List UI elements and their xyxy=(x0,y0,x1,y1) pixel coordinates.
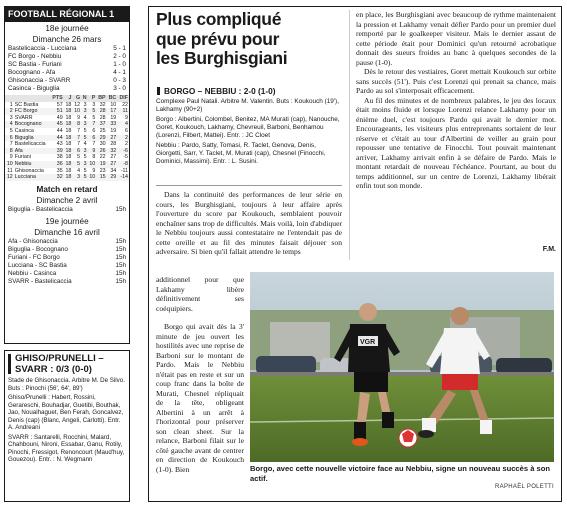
stat-cell: 9 xyxy=(77,114,81,121)
article-paragraph: Dans la continuité des performances de leur série en cours, les Burghisgiani, toujours à leur affaire après l'ouverture du score par Koukouch, semblaient pouvoir enchaîner sans trop de difficultés. Mais voilà, loin d'abdiquer le Nebbiu toujours aussi contestataire ne l'entendait pas de cette oreille et au fil des minutes faisait déjouer son adversaire. Si bien qu'il fallait attendre le temps xyxy=(156,190,342,256)
stat-cell: 32 xyxy=(99,101,106,108)
result-row: SC Bastia - Furiani 1 - 0 xyxy=(8,61,126,68)
column-divider xyxy=(349,10,350,260)
standings-body xyxy=(5,102,129,181)
stat-cell: 12 xyxy=(6,174,13,181)
photo-illustration xyxy=(250,272,554,462)
stat-cell: 29 xyxy=(96,135,106,142)
stat-cell: 32 xyxy=(50,174,64,181)
fixture-row: Afa - Ghisonaccia 15h xyxy=(8,237,126,245)
result-row: Ghisonaccia - SVARR 0 - 3 xyxy=(8,77,126,84)
stat-cell: 49 xyxy=(56,114,63,121)
stat-cell: 38 xyxy=(56,154,63,161)
stat-cell: 17 xyxy=(107,108,118,115)
author-signature: F.M. xyxy=(542,246,556,253)
stat-cell: 5 xyxy=(88,108,97,115)
standings-box xyxy=(4,6,130,344)
fixture-row: Lucciana - SC Bastia 15h xyxy=(8,261,126,269)
postponed-date: Dimanche 2 avril xyxy=(36,195,98,205)
stat-cell: 26 xyxy=(96,148,106,155)
stat-cell: 4 xyxy=(5,121,14,128)
article-paragraph: additionnel pour que Lakhamy libère définitivement ses coéquipiers. xyxy=(156,275,244,313)
match-2-lineup-away: SVARR : Santarelli, Rocchini, Malard, Chahbouni, Nironi, Essabar, Ganu, Rotily, Pinochi, Fressigot, Renoncourt (Maud'huy, Gouezou). Entr. : N. Wegmann xyxy=(8,433,125,463)
stat-cell: 8 xyxy=(72,121,81,128)
team-name: Afa xyxy=(14,148,50,155)
stat-cell: 28 xyxy=(99,114,106,121)
match-2-info: Stade de Ghisonaccia. Arbitre M. De Silvo. Buts : Pinochi (56', 64', 89') xyxy=(8,377,125,392)
stat-cell: 34 xyxy=(110,167,117,174)
match-2-lineup-home: Ghiso/Prunelli : Habert, Rossini, Gerareschi, Bouhadjar, Guetibi, Bouthak, Jao, Noualhaguet, Ben Ferah, Goncalvez, Denis (cap) (Blanc, Angeli, Carlotti). Entr. A. Andreani xyxy=(8,394,124,431)
lineup-borgo: Borgo : Albertini, Colombel, Benitez, MA Murati (cap), Nanouche, Goret, Koukouch, Lakhamy, Chevreuil, Barboni, Benhamou (Lorenzi, Filbert, Mattei). Entr. : JC Cloet xyxy=(156,116,340,139)
stat-cell: 51 xyxy=(50,108,64,115)
stat-cell: 5 xyxy=(83,127,87,134)
stat-cell: 18 xyxy=(65,167,72,174)
stat-cell: 18 xyxy=(65,127,72,134)
standings-row xyxy=(5,108,129,115)
team-name: Casinca xyxy=(14,127,34,134)
stat-cell: 12 xyxy=(74,101,81,108)
stat-cell: 9 xyxy=(92,167,96,174)
stat-cell: -14 xyxy=(117,174,129,181)
stat-cell: 10 xyxy=(89,160,96,167)
stat-cell: 18 xyxy=(65,160,72,167)
stat-cell: 6 xyxy=(88,135,97,142)
stat-cell: 7 xyxy=(72,135,81,142)
photo-caption: Borgo, avec cette nouvelle victoire face au Nebbiu, signe un nouveau succès à son actif. xyxy=(250,464,551,483)
stat-cell: 2 xyxy=(117,135,129,142)
stat-cell: 44 xyxy=(50,135,64,142)
stat-cell: 18 xyxy=(65,114,72,121)
fixture-row: Nebbiu - Casinca 15h xyxy=(8,269,126,277)
stat-cell: 43 xyxy=(56,141,63,148)
fixture-row: SVARR - Bastelicaccia 15h xyxy=(8,277,126,285)
team-name: Bastelicaccia xyxy=(14,141,46,148)
stat-cell: 3 xyxy=(81,121,87,128)
stat-cell: 36 xyxy=(50,161,64,168)
stat-cell: 2 xyxy=(5,108,14,115)
stat-cell: 10 xyxy=(89,174,96,181)
stat-cell: 33 xyxy=(107,121,118,128)
stat-cell: 35 xyxy=(56,167,63,174)
stat-cell: 8 xyxy=(5,148,14,155)
round-18-head: 18e journée xyxy=(45,24,89,33)
stat-cell: 45 xyxy=(50,121,64,128)
stat-cell: 6 xyxy=(72,148,81,155)
standings-row xyxy=(5,168,129,175)
fixture-row: Biguglia - Bocognano 15h xyxy=(8,245,126,253)
standings-row xyxy=(5,102,129,109)
team-name: FC Borgo xyxy=(14,108,50,115)
standings-row xyxy=(5,115,129,122)
stat-cell: 18 xyxy=(65,134,72,141)
stat-cell: 18 xyxy=(65,108,72,115)
stat-cell: 3 xyxy=(92,101,96,108)
round-18-date: Dimanche 26 mars xyxy=(32,35,102,44)
article-paragraph: Borgo qui avait dès la 3' minute de jeu ouvert les hostilités avec une reprise de Barboni sur le montant de Pardo. Mais le Nebbiu n'était pas en reste et sur un coup franc dans la boîte de Murati, Chesnel répliquait de la tête, obligeant Albertini à un arrêt à l'horizontal pour préserver son clean sheet. Sur la relance, Barboni filait sur le côté gauche avant de centrer en direction de Koukouch (1-0). Bien xyxy=(156,322,244,474)
team-name: Bocognano xyxy=(14,121,50,128)
stat-cell: 19 xyxy=(110,114,117,121)
standings-row xyxy=(5,141,129,148)
stat-cell: 22 xyxy=(122,101,128,108)
stat-cell: 3 xyxy=(81,148,87,155)
stat-cell: 18 xyxy=(65,101,72,108)
stat-cell: 22 xyxy=(99,154,106,161)
photo-credit: RAPHAËL POLETTI xyxy=(495,484,554,490)
stat-cell: 10 xyxy=(74,108,81,115)
stat-cell: 7 xyxy=(9,141,13,148)
standings-row xyxy=(5,154,129,161)
stat-cell: 28 xyxy=(110,141,117,148)
result-row: Bocognano - Afa 4 - 1 xyxy=(8,69,126,76)
stat-cell: 27 xyxy=(107,135,118,142)
team-name: Nebbiu xyxy=(14,161,50,168)
stat-cell: 18 xyxy=(65,141,72,148)
stat-cell: 27 xyxy=(110,154,117,161)
postponed-head: Match en retard xyxy=(36,184,98,194)
result-row: FC Borgo - Nebbiu 2 - 0 xyxy=(8,53,126,60)
divider xyxy=(156,185,342,186)
stat-cell: 5 xyxy=(72,161,81,168)
stat-cell: 5 xyxy=(92,114,96,121)
stat-cell: 4 xyxy=(117,121,129,128)
stat-cell: 9 xyxy=(125,114,128,121)
stat-cell: 3 xyxy=(72,174,81,181)
fixture-row: Furiani - FC Borgo 15h xyxy=(8,253,126,261)
standings-row xyxy=(5,121,129,128)
stat-cell: 29 xyxy=(107,174,118,181)
stat-cell: 9 xyxy=(9,154,13,161)
standings-row xyxy=(5,135,129,142)
standings-header: PTS J G N P BP BC DIF xyxy=(5,95,129,102)
stat-cell: 1 xyxy=(9,101,13,108)
match-report-box xyxy=(4,350,130,502)
team-name: SC Bastia xyxy=(14,101,39,108)
stat-cell: 3 xyxy=(9,114,13,121)
stat-cell: 4 xyxy=(77,167,81,174)
match-info: Complexe Paul Natali. Arbitre M. Valentin. Buts : Koukouch (19'), Lakhamy (90+2) xyxy=(156,98,339,113)
lineup-nebbiu: Nebbiu : Pardo, Satty, Tomasi, R. Taclet, Genova, Denis, Giorgetti, Sarr, Y. Taclet, M. Murati (cap), Chesnel (Finocchi, Dominici, Massimi). Entr. : L. Susini. xyxy=(156,142,326,165)
round-19-fixtures xyxy=(5,238,129,286)
stat-cell: 23 xyxy=(99,167,106,174)
stat-cell: 3 xyxy=(81,161,87,168)
article-column-2: en place, les Burghisgiani avec beaucoup de rythme maintenaient la pression et Lakhamy venait défier Pardo pour un premier duel remporté par le goalkeeper visiteur. Mais le dernier assaut de cette période était pour Dominici qu'un retourné acrobatique donnait des sueurs froides au banc à quelques secondes de la pause (1-0). Dès le retour des vestiaires, Goret mettait Koukouch sur orbite sans succès (51'). Puis c'est Lorenzi qui prenait sa chance, mais Pardo au sol s'interposait efficacement. Au fil des minutes et de nombreux palabres, le jeu des locaux était moins fluide et lorsque Lorenzi relance Lakhamy pour un énième duel, c'est toujours Pardo qui avait le dernier mot. Encourageants, les visiteurs plus entreprenants sortaient de leur réserve et c'était au tour d'Albertini de veiller au grain pour repousser une tentative de Finocchi. Tout pouvait maintenant arriver, Lakhamy arrivait enfin à se défaire de Pardo. Mais le montant retardait de nouveau l'échéance. Pourtant, au bout du temps additionnel, sur un centre de Lorenzi, Lakhamy libérait enfin tout son monde. xyxy=(356,10,556,190)
standings-table xyxy=(5,95,129,181)
stat-cell: 11 xyxy=(117,108,129,115)
stat-cell: 7 xyxy=(77,127,81,134)
team-name: SVARR xyxy=(14,114,33,121)
football xyxy=(399,429,417,447)
stat-cell: 10 xyxy=(110,101,117,108)
score-head: BORGO – NEBBIU : 2-0 (1-0) xyxy=(156,86,342,96)
match-photo xyxy=(250,272,554,462)
match-2-head: GHISO/PRUNELLI – SVARR : 0/3 (0-0) xyxy=(5,351,129,375)
stat-cell: 11 xyxy=(7,167,13,174)
stat-cell: -11 xyxy=(120,167,128,174)
stat-cell: 6 xyxy=(125,127,128,134)
stat-cell: 6 xyxy=(92,127,96,134)
stat-cell: 7 xyxy=(88,121,97,128)
jersey-text: VGR xyxy=(360,339,376,346)
stat-cell: -8 xyxy=(117,161,129,168)
stat-cell: -6 xyxy=(117,148,129,155)
stat-cell: 9 xyxy=(88,148,97,155)
fixture-row: Biguglia - Bastelicaccia 15h xyxy=(8,205,126,213)
stat-cell: 28 xyxy=(96,108,106,115)
stat-cell: 37 xyxy=(96,121,106,128)
team-name: Ghisonaccia xyxy=(14,167,44,174)
standings-row xyxy=(5,161,129,168)
round-19-head: 19e journée xyxy=(45,216,89,226)
left-column xyxy=(4,6,130,502)
article-headline: Plus compliqué que prévu pour les Burghisgiani xyxy=(156,9,288,68)
round-19-date: Dimanche 16 avril xyxy=(34,227,100,237)
stat-cell: 44 xyxy=(56,127,63,134)
stat-cell: 10 xyxy=(6,160,13,167)
stat-cell: 30 xyxy=(99,141,106,148)
stat-cell: 6 xyxy=(5,135,14,142)
stat-cell: 5 xyxy=(77,154,81,161)
standings-row xyxy=(5,148,129,155)
score-box xyxy=(156,86,342,166)
result-row: Bastelicaccia - Lucciana 5 - 1 xyxy=(8,45,126,52)
standings-row xyxy=(5,174,129,181)
stat-cell: 7 xyxy=(77,141,81,148)
stat-cell: 18 xyxy=(65,147,72,154)
stat-cell: 32 xyxy=(107,148,118,155)
stat-cell: 3 xyxy=(83,101,87,108)
team-name: Biguglia xyxy=(14,135,50,142)
stat-cell: 18 xyxy=(65,154,72,161)
stat-cell: 25 xyxy=(99,127,106,134)
stat-cell: 5 xyxy=(81,135,87,142)
section-tag: FOOTBALL RÉGIONAL 1 xyxy=(5,7,129,22)
stat-cell: 39 xyxy=(50,148,64,155)
stat-cell: 5 xyxy=(81,174,87,181)
stat-cell: 3 xyxy=(81,108,87,115)
stat-cell: 19 xyxy=(96,161,106,168)
stat-cell: 19 xyxy=(110,127,117,134)
stat-cell: 5 xyxy=(83,154,87,161)
stat-cell: 27 xyxy=(107,161,118,168)
stat-cell: 18 xyxy=(65,121,72,128)
team-name: Furiani xyxy=(14,154,31,161)
team-name: Lucciana xyxy=(14,174,50,181)
stat-cell: 18 xyxy=(65,174,72,181)
stat-cell: 5 xyxy=(9,127,13,134)
stat-cell: 57 xyxy=(56,101,63,108)
stat-cell: -5 xyxy=(123,154,128,161)
round-18-results xyxy=(5,45,129,93)
stat-cell: 2 xyxy=(125,141,128,148)
stat-cell: 5 xyxy=(83,167,87,174)
result-row: Casinca - Biguglia 3 - 0 xyxy=(8,85,126,92)
stat-cell: 4 xyxy=(83,141,87,148)
stat-cell: 8 xyxy=(92,154,96,161)
stat-cell: 4 xyxy=(83,114,87,121)
stat-cell: 7 xyxy=(92,141,96,148)
stat-cell: 15 xyxy=(96,174,106,181)
standings-row xyxy=(5,128,129,135)
